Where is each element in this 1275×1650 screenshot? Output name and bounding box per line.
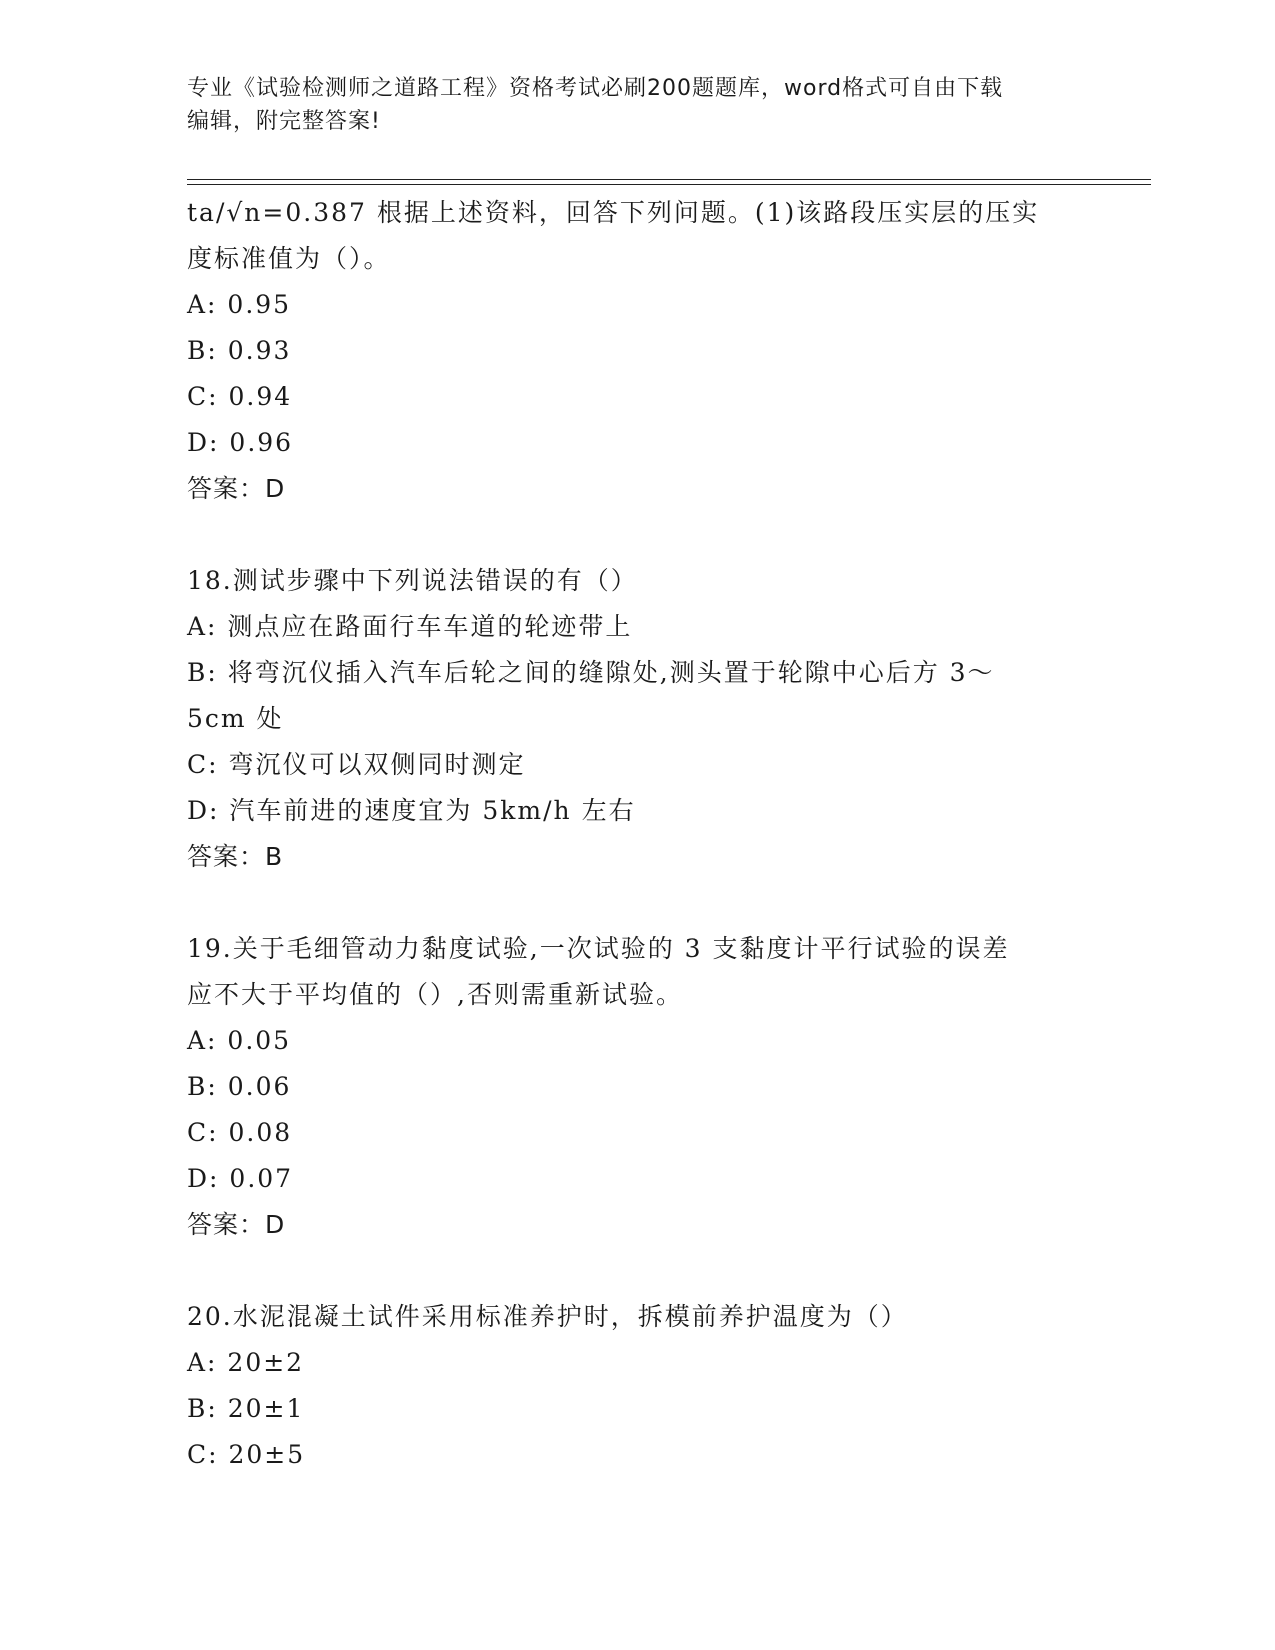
option-b: B: 20±1 [187, 1394, 305, 1423]
spacer [187, 1248, 1087, 1294]
option-c: C: 弯沉仪可以双侧同时测定 [187, 750, 526, 779]
question-text: 20.水泥混凝土试件采用标准养护时，拆模前养护温度为（） [187, 1302, 908, 1331]
question-18 [187, 558, 1087, 880]
answer-line: 答案：B [187, 842, 284, 871]
header-line-2: 编辑，附完整答案! [187, 109, 381, 134]
answer-line: 答案：D [187, 1210, 286, 1239]
header-divider-top [187, 179, 1151, 180]
option-a: A: 测点应在路面行车车道的轮迹带上 [187, 612, 633, 641]
option-c: C: 0.94 [187, 382, 293, 411]
question-text: ta/√n=0.387 根据上述资料，回答下列问题。(1)该路段压实层的压实 [187, 198, 1040, 227]
question-text: 应不大于平均值的（）,否则需重新试验。 [187, 980, 683, 1009]
spacer [187, 512, 1087, 558]
header-divider-bottom [187, 184, 1151, 185]
question-20 [187, 1294, 1087, 1478]
option-c: C: 0.08 [187, 1118, 293, 1147]
answer-line: 答案：D [187, 474, 286, 503]
option-b: B: 0.93 [187, 336, 292, 365]
option-a: A: 20±2 [187, 1348, 305, 1377]
question-text: 19.关于毛细管动力黏度试验,一次试验的 3 支黏度计平行试验的误差 [187, 934, 1010, 963]
option-c: C: 20±5 [187, 1440, 306, 1469]
question-text: 度标准值为（）。 [187, 244, 391, 273]
option-a: A: 0.05 [187, 1026, 292, 1055]
option-b: B: 将弯沉仪插入汽车后轮之间的缝隙处,测头置于轮隙中心后方 3～ [187, 658, 995, 687]
option-d: D: 0.07 [187, 1164, 294, 1193]
option-a: A: 0.95 [187, 290, 292, 319]
question-19 [187, 926, 1087, 1248]
option-d: D: 汽车前进的速度宜为 5km/h 左右 [187, 796, 636, 825]
question-17 [187, 190, 1087, 512]
option-b-continued: 5cm 处 [187, 704, 284, 733]
header-line-1: 专业《试验检测师之道路工程》资格考试必刷200题题库，word格式可自由下载 [187, 76, 1004, 101]
option-d: D: 0.96 [187, 428, 294, 457]
spacer [187, 880, 1087, 926]
question-content [187, 190, 1087, 1478]
question-text: 18.测试步骤中下列说法错误的有（） [187, 566, 638, 595]
document-header [187, 72, 1087, 138]
option-b: B: 0.06 [187, 1072, 292, 1101]
